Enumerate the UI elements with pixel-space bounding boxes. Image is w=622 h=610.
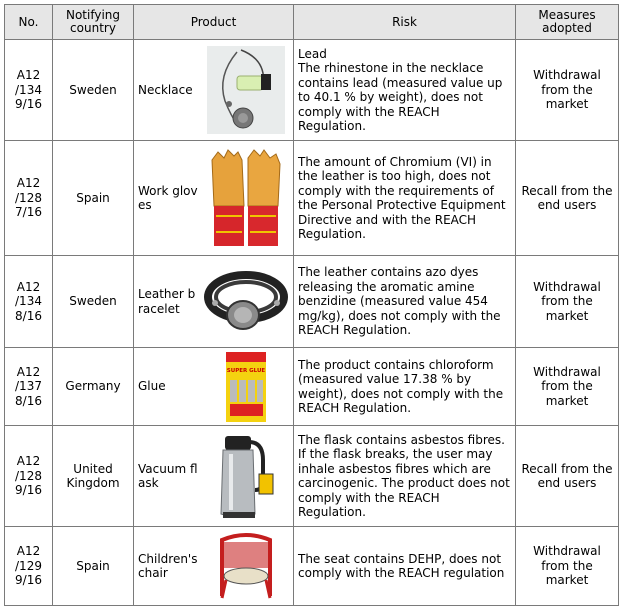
row-measures: Withdrawal from the market [516,527,619,606]
table-row [5,348,619,426]
row-no: A12 /128 9/16 [5,426,53,527]
childrens-chair-image [203,530,289,602]
row-product-cell [134,348,294,426]
leather-bracelet-image [203,261,289,343]
vacuum-flask-image [203,430,289,522]
necklace-image [203,46,289,134]
row-product-name: Work gloves [138,183,198,212]
row-risk: The amount of Chromium (VI) in the leather is too high, does not comply with the requirements of the Personal Protective Equipment Directive and with the REACH Regulation. [294,141,516,256]
row-measures: Withdrawal from the market [516,40,619,141]
row-product-cell [134,256,294,348]
header-measures-adopted: Measures adopted [516,5,619,40]
row-no: A12 /128 7/16 [5,141,53,256]
row-country: Spain [53,141,134,256]
header-product: Product [134,5,294,40]
glue-image [203,352,289,422]
row-no: A12 /134 8/16 [5,256,53,348]
row-risk: The product contains chloroform (measured value 17.38 % by weight), does not comply with the REACH Regulation. [294,348,516,426]
row-risk: The seat contains DEHP, does not comply with the REACH regulation [294,527,516,606]
row-no: A12 /129 9/16 [5,527,53,606]
row-risk: The leather contains azo dyes releasing the aromatic amine benzidine (measured value 454 mg/kg), does not comply with the REACH Regulation. [294,256,516,348]
table-row [5,426,619,527]
glue-package-label: SUPER GLUE [226,367,266,374]
row-country: Spain [53,527,134,606]
row-country: Sweden [53,40,134,141]
row-no: A12 /134 9/16 [5,40,53,141]
row-product-cell [134,40,294,141]
row-product-name: Necklace [138,82,193,97]
alerts-table [4,4,619,606]
row-product-cell [134,141,294,256]
row-measures: Withdrawal from the market [516,348,619,426]
row-product-cell [134,426,294,527]
row-risk: The flask contains asbestos fibres. If the flask breaks, the user may inhale asbestos fibres which are carcinogenic. The product does not comply with the REACH Regulation. [294,426,516,527]
row-product-name: Leather bracelet [138,287,196,316]
table-row [5,527,619,606]
table-row [5,40,619,141]
row-country: Sweden [53,256,134,348]
row-country: Germany [53,348,134,426]
table-header-row [5,5,619,40]
row-product-name: Children's chair [138,551,198,580]
work-gloves-image [203,146,289,250]
row-product-cell [134,527,294,606]
row-country: United Kingdom [53,426,134,527]
table-row [5,141,619,256]
row-measures: Recall from the end users [516,141,619,256]
risk-text: Lead The rhinestone in the necklace contains lead (measured value up to 40.1 % by weight), does not comply with the REACH Regulation. [298,46,503,133]
row-measures: Withdrawal from the market [516,256,619,348]
row-risk [294,40,516,141]
table-row [5,256,619,348]
row-measures: Recall from the end users [516,426,619,527]
row-product-name: Glue [138,379,166,394]
header-no: No. [5,5,53,40]
header-risk: Risk [294,5,516,40]
row-no: A12 /137 8/16 [5,348,53,426]
row-product-name: Vacuum flask [138,461,198,490]
header-notifying-country: Notifying country [53,5,134,40]
